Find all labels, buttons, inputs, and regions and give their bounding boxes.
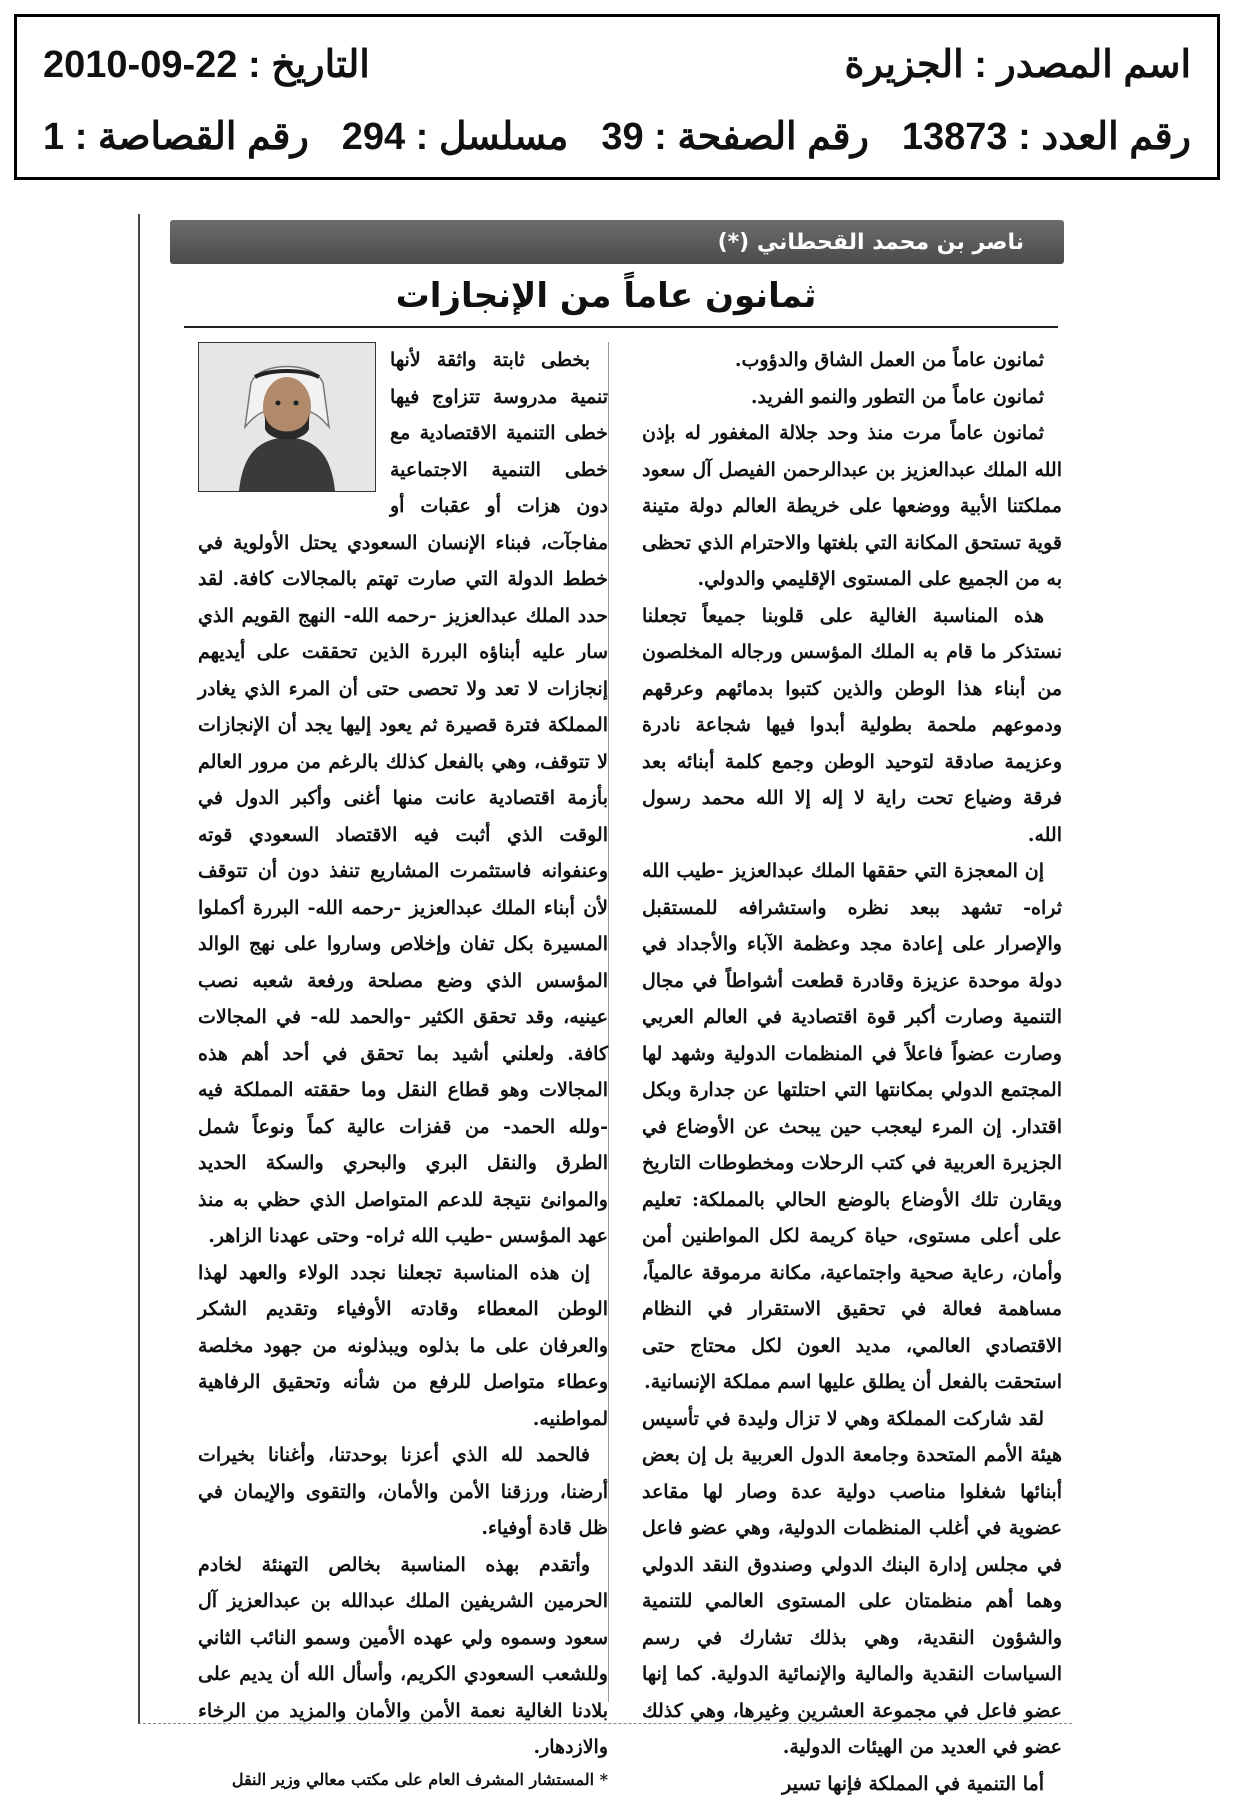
metadata-box <box>14 14 1220 180</box>
article-column-right <box>642 342 1062 1802</box>
author-byline: ناصر بن محمد القحطاني (*) <box>718 230 1024 255</box>
author-footnote: * المستشار المشرف العام على مكتب معالي وزير النقل <box>198 1766 608 1794</box>
paragraph: فالحمد لله الذي أعزنا بوحدتنا، وأغنانا بخيرات أرضنا، ورزقنا الأمن والأمان، والتقوى والإيمان في ظل قادة أوفياء. <box>198 1437 608 1547</box>
serial-number: مسلسل : 294 <box>342 115 569 159</box>
article-clipping <box>138 214 1072 1724</box>
byline-bar <box>170 220 1064 264</box>
source-name: اسم المصدر : الجزيرة <box>845 43 1191 87</box>
paragraph: بخطى ثابتة واثقة لأنها تنمية مدروسة تتزاوج فيها خطى التنمية الاقتصادية مع خطى التنمية الاجتماعية دون هزات أو عقبات أو مفاجآت، فبناء الإنسان السعودي يحتل الأولوية في خطط الدولة التي صارت تهتم بالمجالات كافة. لقد حدد الملك عبدالعزيز -رحمه الله- النهج القويم الذي سار عليه أبناؤه البررة الذين تحققت على أيديهم إنجازات لا تعد ولا تحصى حتى أن المرء الذي يغادر المملكة فترة قصيرة ثم يعود إليها يجد أن الإنجازات لا تتوقف، وهي بالفعل كذلك بالرغم من مرور العالم بأزمة اقتصادية عانت منها أغنى وأكبر الدول في الوقت الذي أثبت فيه الاقتصاد السعودي قوته وعنفوانه فاستثمرت المشاريع تنفذ دون أن تتوقف لأن أبناء الملك عبدالعزيز -رحمه الله- البررة أكملوا المسيرة بكل تفان وإخلاص وساروا على نهج الوالد المؤسس الذي وضع مصلحة ورفعة شعبه نصب عينيه، وقد تحقق الكثير -والحمد لله- في المجالات كافة. ولعلني أشيد بما تحقق في أحد أهم هذه المجالات وهو قطاع النقل وما حققته المملكة فيه -ولله الحمد- من قفزات عالية كماً ونوعاً شمل الطرق والنقل البري والبحري والسكة الحديد والموانئ نتيجة للدعم المتواصل الذي حظي به منذ عهد المؤسس -طيب الله ثراه- وحتى عهدنا الزاهر. <box>198 342 608 1255</box>
article-title: ثمانون عاماً من الإنجازات <box>180 274 1032 318</box>
paragraph: ثمانون عاماً من التطور والنمو الفريد. <box>642 379 1062 416</box>
clipping-number: رقم القصاصة : 1 <box>43 115 309 159</box>
portrait-icon <box>199 343 375 491</box>
issue-number: رقم العدد : 13873 <box>902 115 1191 159</box>
paragraph: إن هذه المناسبة تجعلنا نجدد الولاء والعهد لهذا الوطن المعطاء وقادته الأوفياء وتقديم الشكر والعرفان على ما بذلوه ويبذلونه من جهود مخلصة وعطاء متواصل للرفع من شأنه وتحقيق الرفاهية لمواطنيه. <box>198 1255 608 1438</box>
author-portrait <box>198 342 376 492</box>
page-number: رقم الصفحة : 39 <box>601 115 869 159</box>
paragraph: ثمانون عاماً من العمل الشاق والدؤوب. <box>642 342 1062 379</box>
paragraph: هذه المناسبة الغالية على قلوبنا جميعاً تجعلنا نستذكر ما قام به الملك المؤسس ورجاله المخلصون من أبناء هذا الوطن والذين كتبوا بدمائهم وعرقهم ودموعهم ملحمة بطولية أبدوا فيها شجاعة نادرة وعزيمة صادقة لتوحيد الوطن وجمع كلمة أبنائه بعد فرقة وضياع تحت راية لا إله إلا الله محمد رسول الله. <box>642 598 1062 854</box>
paragraph: إن المعجزة التي حققها الملك عبدالعزيز -طيب الله ثراه- تشهد ببعد نظره واستشرافه للمستقبل والإصرار على إعادة مجد وعظمة الآباء والأجداد في دولة موحدة عزيزة وقادرة قطعت أشواطاً في مجال التنمية وصارت أكبر قوة اقتصادية في العالم العربي وصارت عضواً فاعلاً في المنظمات الدولية وشهد لها المجتمع الدولي بمكانتها التي احتلتها عن جدارة وبكل اقتدار. إن المرء ليعجب حين يبحث عن الأوضاع في الجزيرة العربية في كتب الرحلات ومخطوطات التاريخ ويقارن تلك الأوضاع بالوضع الحالي بالمملكة: تعليم على أعلى مستوى، حياة كريمة لكل المواطنين أمن وأمان، رعاية صحية واجتماعية، مكانة مرموقة عالمياً، مساهمة فعالة في تحقيق الاستقرار في النظام الاقتصادي العالمي، مديد العون لكل محتاج حتى استحقت بالفعل أن يطلق عليها اسم مملكة الإنسانية. <box>642 853 1062 1401</box>
publication-date: التاريخ : 22-09-2010 <box>43 43 370 87</box>
article-column-left <box>198 342 608 1794</box>
column-divider <box>608 342 609 1702</box>
metadata-row-2 <box>43 115 1191 159</box>
paragraph: لقد شاركت المملكة وهي لا تزال وليدة في تأسيس هيئة الأمم المتحدة وجامعة الدول العربية بل إن بعض أبنائها شغلوا مناصب دولية عدة وصار لها مقاعد عضوية في أغلب المنظمات الدولية، وهي عضو فاعل في مجلس إدارة البنك الدولي وصندوق النقد الدولي وهما أهم منظمتان على المستوى العالمي للتنمية والشؤون النقدية، وهي بذلك تشارك في رسم السياسات النقدية والمالية والإنمائية الدولية. كما إنها عضو فاعل في مجموعة العشرين وغيرها، وهي كذلك عضو في العديد من الهيئات الدولية. <box>642 1401 1062 1766</box>
title-rule <box>184 326 1058 328</box>
metadata-row-1 <box>43 43 1191 87</box>
paragraph: ثمانون عاماً مرت منذ وحد جلالة المغفور له بإذن الله الملك عبدالعزيز بن عبدالرحمن الفيصل آل سعود مملكتنا الأبية ووضعها على خريطة العالم دولة متينة قوية تستحق المكانة التي بلغتها والاحترام الذي تحظى به من الجميع على المستوى الإقليمي والدولي. <box>642 415 1062 598</box>
paragraph: أما التنمية في المملكة فإنها تسير <box>642 1766 1062 1802</box>
paragraph: وأتقدم بهذه المناسبة بخالص التهنئة لخادم الحرمين الشريفين الملك عبدالله بن عبدالعزيز آل سعود وسموه ولي عهده الأمين وسمو النائب الثاني وللشعب السعودي الكريم، وأسأل الله أن يديم على بلادنا الغالية نعمة الأمن والأمان والمزيد من الرخاء والازدهار. <box>198 1547 608 1766</box>
